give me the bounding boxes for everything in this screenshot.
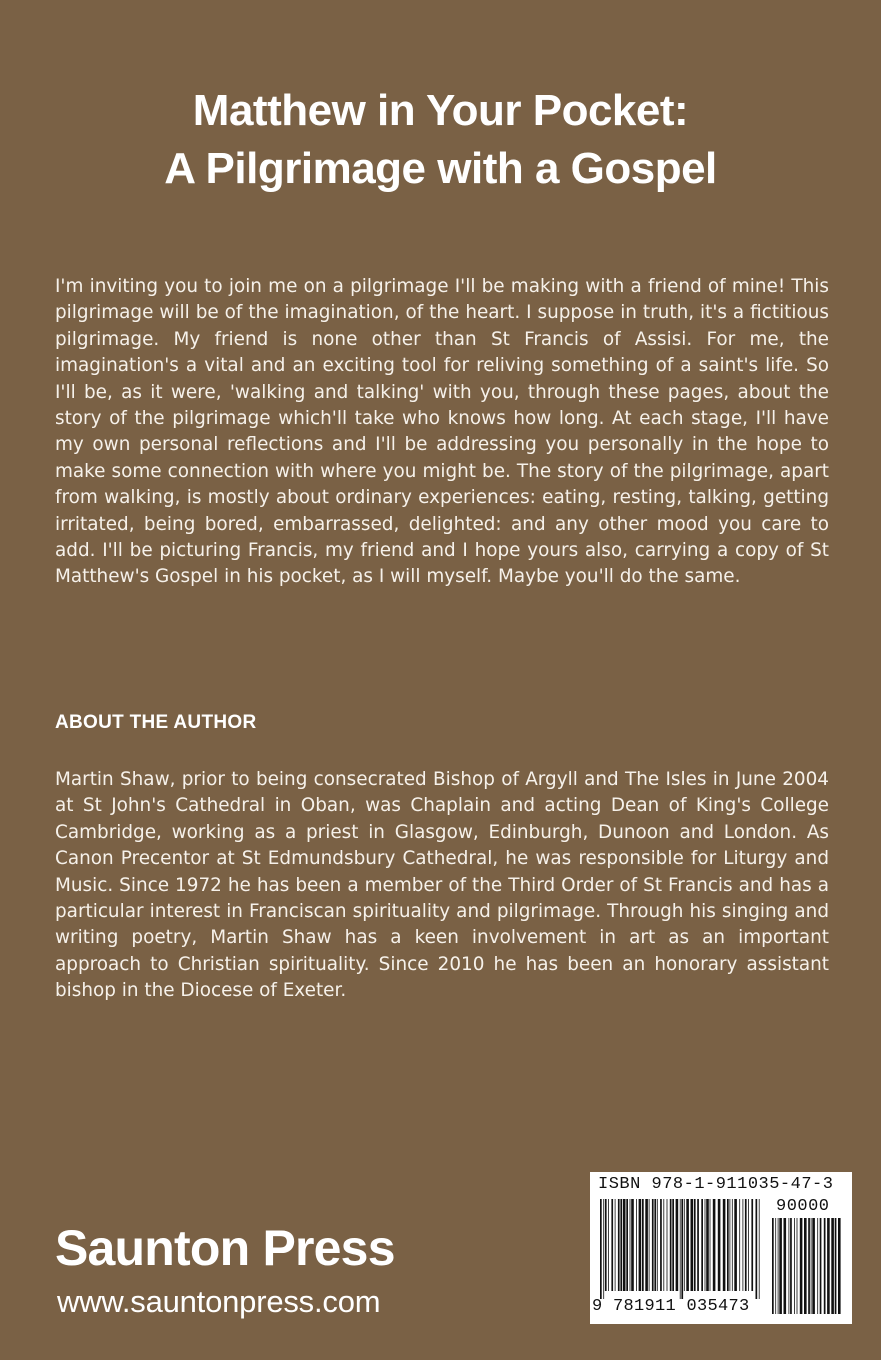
barcode-bar [811, 1218, 812, 1314]
barcode-bar [751, 1199, 753, 1291]
barcode-bar [718, 1199, 721, 1291]
barcode-bar [779, 1218, 782, 1314]
barcode-bar [743, 1199, 744, 1291]
barcode-bar [797, 1218, 798, 1314]
barcode-bar [812, 1218, 815, 1314]
publisher-website: www.sauntonpress.com [57, 1284, 381, 1319]
barcode-bar [672, 1199, 674, 1291]
isbn-barcode [590, 1172, 852, 1324]
barcode-bar [759, 1199, 760, 1299]
barcode-bar [654, 1199, 656, 1291]
barcode-bar [608, 1199, 609, 1291]
barcode-bar [681, 1199, 683, 1299]
barcode-bar [739, 1199, 740, 1291]
book-blurb: I'm inviting you to join me on a pilgrimage I'll be making with a friend of mine! This pilgrimage will be of the imagination, of the heart. I suppose in truth, it's a fictitious pilgrimage. My friend is none other than St Francis of Assisi. For me, the imagination's a vital and an exciting tool for reliving something of a saint's life. So I'll be, as it were, 'walking and talking' with you, through these pages, about the story of the pilgrimage which'll take who knows how long. At each stage, I'll have my own personal reflections and I'll be addressing you personally in the hope to make some connection with where you might be. The story of the pilgrimage, apart from walking, is mostly about ordinary experiences: eating, resting, talking, getting irritated, being bored, embarrassed, delighted: and any other mood you care to add. I'll be picturing Francis, my friend and I hope yours also, carrying a copy of St Matthew's Gospel in his pocket, as I will myself. Maybe you'll do the same. [55, 276, 829, 588]
book-title-line-1: Matthew in Your Pocket: [192, 86, 689, 135]
barcode-bar [778, 1218, 779, 1314]
barcode-bar [636, 1199, 637, 1291]
barcode-bar [745, 1199, 747, 1291]
publisher-name: Saunton Press [55, 1220, 395, 1276]
addon-barcode-bars [772, 1218, 844, 1314]
ean-barcode-bars [600, 1199, 760, 1299]
barcode-bar [804, 1218, 807, 1314]
barcode-bar [727, 1199, 729, 1291]
barcode-bar [800, 1218, 803, 1314]
ean-digits: 9 781911 035473 [592, 1297, 750, 1316]
barcode-bar [831, 1218, 834, 1314]
barcode-bar [684, 1199, 685, 1291]
barcode-bar [730, 1199, 731, 1291]
barcode-bar [827, 1218, 830, 1314]
barcode-bar [748, 1199, 749, 1291]
barcode-bar [824, 1218, 826, 1314]
book-title [0, 82, 881, 198]
barcode-bar [639, 1199, 642, 1291]
barcode-bar [789, 1218, 790, 1314]
barcode-bar [623, 1199, 626, 1291]
isbn-label: ISBN 978-1-911035-47-3 [598, 1175, 834, 1194]
barcode-bar [680, 1199, 681, 1299]
barcode-bar [660, 1199, 662, 1291]
barcode-bar [835, 1218, 837, 1314]
barcode-bar [697, 1199, 699, 1291]
barcode-bar [713, 1199, 716, 1291]
barcode-bar [732, 1199, 733, 1291]
barcode-bar [691, 1199, 694, 1291]
barcode-bar [645, 1199, 648, 1291]
barcode-bar [631, 1199, 634, 1291]
barcode-bar [686, 1199, 689, 1291]
author-bio: Martin Shaw, prior to being consecrated Bishop of Argyll and The Isles in June 2004 at St John's Cathedral in Oban, was Chaplain and acting Dean of King's College Cambridge, working as a priest in Glasgow, Edinburgh, Dunoon and London. As Canon Precentor at St Edmundsbury Cathedral, he was responsible for Liturgy and Music. Since 1972 he has been a member of the Third Order of St Francis and has a particular interest in Franciscan spirituality and pilgrimage. Through his singing and writing poetry, Martin Shaw has a keen involvement in art as an important approach to Christian spirituality. Since 2010 he has been an honorary assistant bishop in the Diocese of Exeter. [55, 769, 829, 1002]
barcode-bar [615, 1199, 616, 1291]
barcode-bar [630, 1199, 631, 1291]
barcode-bar [694, 1199, 696, 1291]
barcode-bar [626, 1199, 628, 1291]
barcode-bar [657, 1199, 658, 1291]
book-title-line-2: A Pilgrimage with a Gospel [164, 144, 717, 193]
barcode-bar [600, 1199, 602, 1299]
barcode-bar [838, 1218, 841, 1314]
barcode-bar [790, 1218, 792, 1314]
barcode-bar [642, 1199, 644, 1291]
about-author-heading: ABOUT THE AUTHOR [55, 712, 257, 733]
barcode-bar [649, 1199, 650, 1291]
barcode-bar [618, 1199, 620, 1291]
barcode-bar [817, 1218, 818, 1314]
barcode-bar [667, 1199, 668, 1291]
barcode-bar [705, 1199, 706, 1291]
barcode-bar [605, 1199, 607, 1291]
barcode-bar [670, 1199, 672, 1291]
barcode-bar [663, 1199, 664, 1291]
barcode-bar [603, 1199, 604, 1299]
barcode-bar [710, 1199, 711, 1291]
barcode-bar [756, 1199, 758, 1299]
barcode-bar [784, 1218, 787, 1314]
barcode-bar [676, 1199, 679, 1291]
barcode-bar [808, 1218, 810, 1314]
barcode-bar [772, 1218, 774, 1314]
barcode-bar [706, 1199, 709, 1291]
barcode-bar [620, 1199, 622, 1291]
barcode-bar [611, 1199, 613, 1291]
barcode-bar [775, 1218, 776, 1314]
barcode-bar [723, 1199, 726, 1291]
barcode-bar [794, 1218, 795, 1314]
barcode-addon-code: 90000 [776, 1197, 830, 1216]
barcode-bar [701, 1199, 703, 1291]
barcode-bar [734, 1199, 737, 1291]
barcode-bar [652, 1199, 654, 1291]
barcode-bar [820, 1218, 822, 1314]
